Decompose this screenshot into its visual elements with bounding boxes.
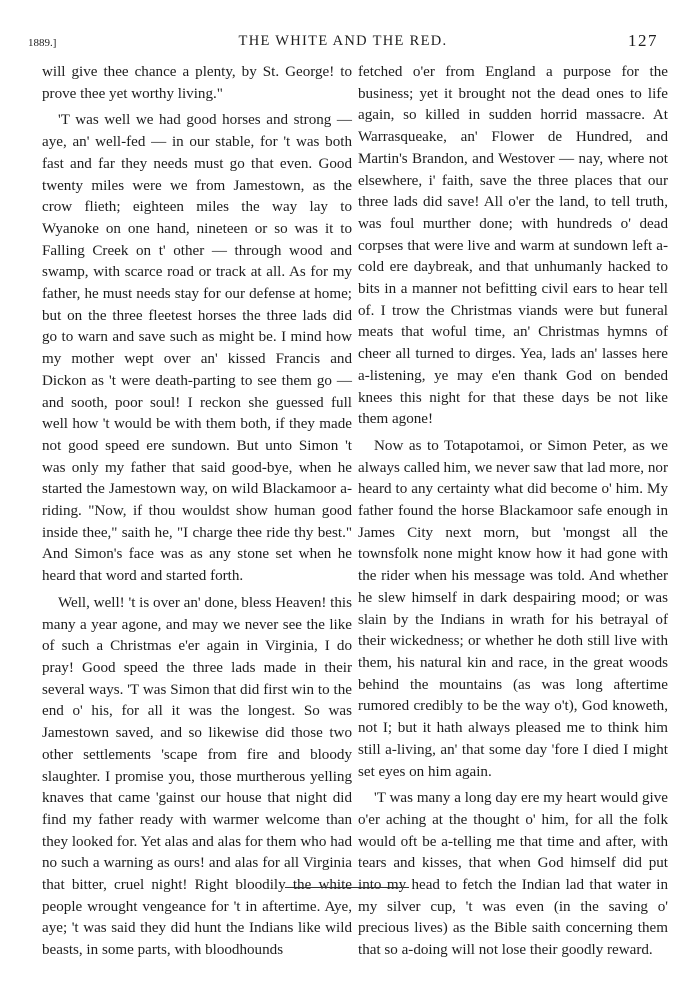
header-title: THE WHITE AND THE RED.: [238, 33, 448, 49]
paragraph: Now as to Totapotamoi, or Simon Peter, as we always called him, we never saw that lad more, nor heard to any certainty what did become o' him. My father found the horse Blackamoor safe enough in James City next morn, but 'mongst all the townsfolk none might know how it had gone with the rider when his message was told. And whether he slew himself in dark despairing mood; or was slain by the Indians in wrath for his betrayal of their wickedness; or whether he doth still live with them, his natural kin and race, in the great woods behind the mountains (as was long aftertime rumored credibly to be the way o't), God knoweth, not I; but it hath always pleased me to think him still a-living, an' that some day 'fore I died I might set eyes on him again.: [358, 437, 668, 780]
header-date: 1889.]: [28, 37, 57, 49]
paragraph: 'T was many a long day ere my heart would give o'er aching at the thought o' him, for all the folk would oft be a-telling me that time and after, with tears and kisses, that when God himself did put into my head to fetch the Indian lad that water in my silver cup, 't was even (in the saving o' precious lives) as the Bible saith concerning them that so a-doing will not lose their goodly reward.: [358, 790, 668, 959]
right-column: [358, 62, 668, 967]
section-end-rule: [285, 887, 409, 888]
paragraph: 'T was well we had good horses and strong — aye, an' well-fed — in our stable, for 't was both fast and far they needs must go that even. Good twenty miles were we from Jamestown, as the crow flieth; eighteen miles the way lay to Wyanoke on one hand, nineteen or so was it to Falling Creek on t' other — through wood and swamp, with scarce road or track at all. As for my father, he must needs stay for our defense at home; but on the three fleetest horses the three lads did go to warn and save such as might be. I mind how my mother wept over an' kissed Francis and Dickon as 't were death-parting to see them go — and sooth, poor soul! I reckon she guessed full well how 't would be with them both, if they made not good speed ere sundown. But unto Simon 't was only my father that said good-bye, when he started the Jamestown way, on wild Blackamoor a-riding. "Now, if thou wouldst show human good inside thee," saith he, "I charge thee ride thy best." And Simon's face was as any stone set when he heard that word and started forth.: [42, 112, 352, 585]
paragraph: will give thee chance a plenty, by St. George! to prove thee yet worthy living.": [42, 64, 352, 102]
page-number: 127: [628, 31, 658, 50]
paragraph: Well, well! 't is over an' done, bless Heaven! this many a year agone, and may we never see the like of such a Christmas e'er again in Virginia, I do pray! Good speed the three lads made in their several ways. 'T was Simon that did first win to the end o' his, for all it was the longest. So was Jamestown saved, and so likewise did those two other settlements 'scape from fire and bloody slaughter. I promise you, those murtherous yelling knaves that came 'gainst our house that night did find my father ready with warmer welcome than they looked for. Yet alas and alas for them who had no such a warning as ours! and alas for all Virginia that bitter, cruel night! Right bloodily the white people wrought vengeance for 't in aftertime. Aye, aye; 't was said they did hunt the Indians like wild beasts, in some parts, with bloodhounds: [42, 594, 352, 959]
paragraph: fetched o'er from England a purpose for the business; yet it brought not the dead ones to life again, so killed in sudden horrid massacre. At Warrasqueake, an' Flower de Hundred, and Martin's Brandon, and Westover — nay, where not elsewhere, i' faith, save the three places that our three lads did save! All o'er the land, to tell truth, was foul murther done; with hundreds o' dead corpses that were live and warm at sundown left a-cold ere daybreak, and that unhumanly hacked to bits in a manner not befitting civil ears to hear tell of. I trow the Christmas viands were but funeral meats that woful time, an' Christmas hymns of cheer all turned to dirges. Yea, lads an' lasses here a-listening, ye may e'en thank God on bended knees this night for that these days be not like them agone!: [358, 64, 668, 428]
left-column: [42, 62, 352, 967]
running-header: [28, 33, 658, 55]
